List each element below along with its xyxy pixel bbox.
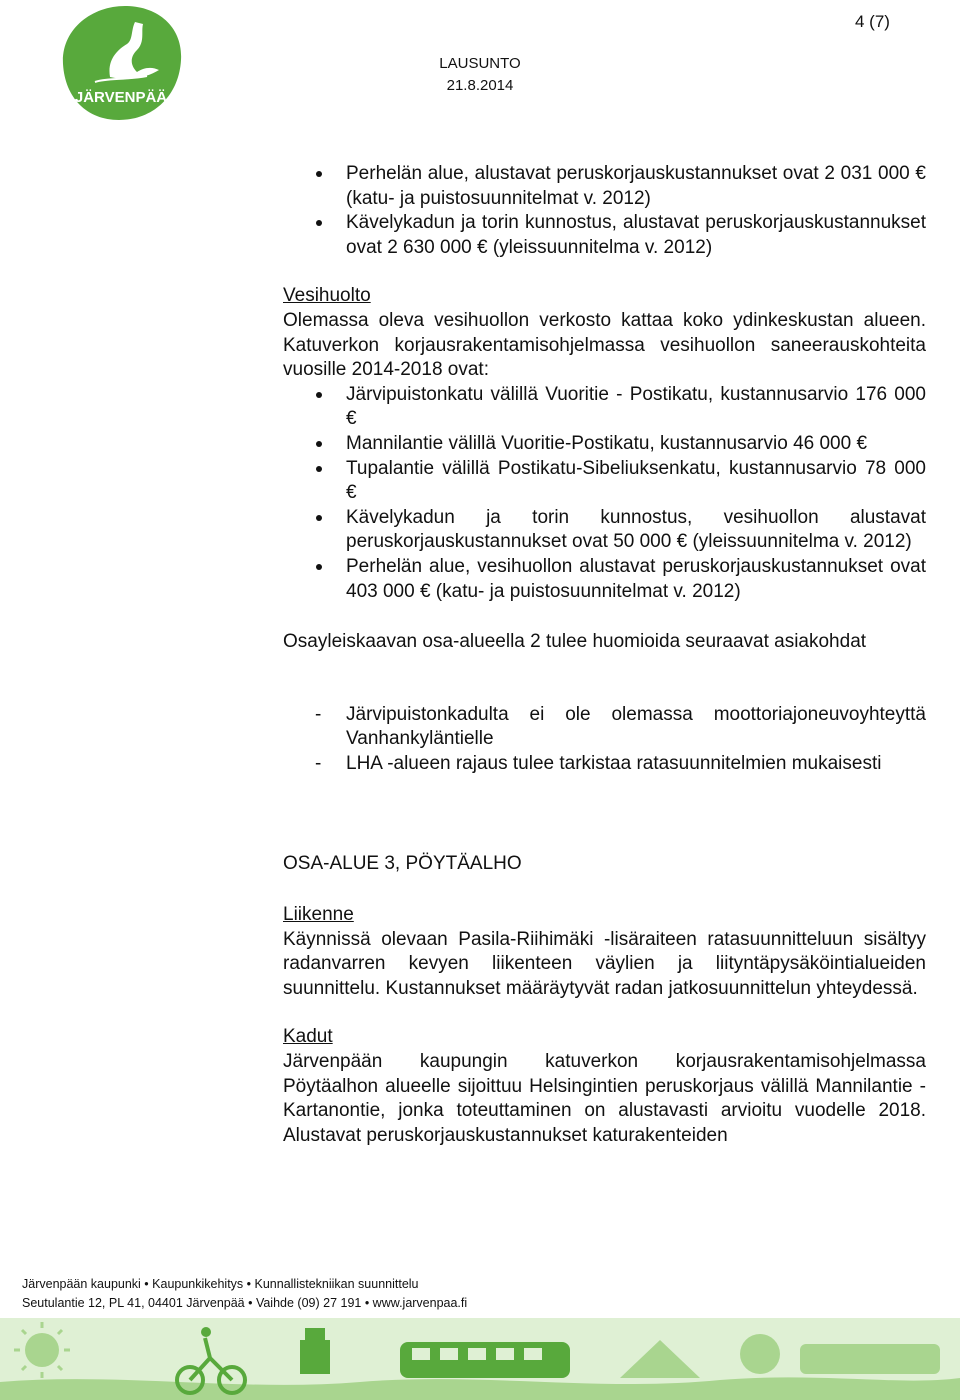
- list-item: Kävelykadun ja torin kunnostus, vesihuollon alustavat peruskorjauskustannukset ovat 50 000 € (yleissuunnitelma v. 2012): [283, 506, 926, 555]
- list-item: Tupalantie välillä Postikatu-Sibeliuksenkatu, kustannusarvio 78 000 €: [283, 457, 926, 506]
- document-type: LAUSUNTO: [439, 55, 521, 72]
- considerations-list: [283, 703, 926, 777]
- kadut-heading: Kadut: [283, 1026, 333, 1048]
- page-number: 4 (7): [855, 12, 890, 31]
- footer-address: Seutulantie 12, PL 41, 04401 Järvenpää • Vaihde (09) 27 191 • www.jarvenpaa.fi: [22, 1296, 468, 1310]
- list-item: Perhelän alue, alustavat peruskorjauskustannukset ovat 2 031 000 € (katu- ja puistosuunnitelmat v. 2012): [283, 162, 926, 211]
- osa-alue-2-paragraph: Osayleiskaavan osa-alueella 2 tulee huomioida seuraavat asiakohdat: [283, 631, 867, 653]
- section-title: OSA-ALUE 3, PÖYTÄALHO: [283, 853, 522, 875]
- footer: [22, 1275, 467, 1313]
- list-item: - Järvipuistonkadulta ei ole olemassa moottoriajoneuvoyhteyttä Vanhankyläntielle: [283, 703, 926, 752]
- liikenne-heading: Liikenne: [283, 904, 354, 926]
- list-item: Perhelän alue, vesihuollon alustavat peruskorjauskustannukset ovat 403 000 € (katu- ja puistosuunnitelmat v. 2012): [283, 555, 926, 604]
- decorative-banner: [0, 1318, 960, 1400]
- water-supply-list: [283, 383, 926, 604]
- footer-organization: Järvenpään kaupunki • Kaupunkikehitys • Kunnallistekniikan suunnittelu: [22, 1277, 419, 1291]
- list-item: - LHA -alueen rajaus tulee tarkistaa ratasuunnitelmien mukaisesti: [283, 752, 926, 777]
- document-body: [283, 162, 926, 1148]
- liikenne-paragraph: Käynnissä olevaan Pasila-Riihimäki -lisäraiteen ratasuunnitteluun sisältyy radanvarren kevyen liikenteen väylien ja liityntäpysäköintialueiden suunnittelu. Kustannukset määräytyvät radan jatkosuunnittelun yhteydessä.: [283, 928, 926, 999]
- cost-list-streets: [283, 162, 926, 260]
- list-item: Mannilantie välillä Vuoritie-Postikatu, kustannusarvio 46 000 €: [283, 432, 926, 457]
- document-date: 21.8.2014: [446, 77, 514, 94]
- svg-text:JÄRVENPÄÄ: JÄRVENPÄÄ: [74, 89, 168, 106]
- vesihuolto-heading: Vesihuolto: [283, 285, 371, 307]
- list-item: Kävelykadun ja torin kunnostus, alustavat peruskorjauskustannukset ovat 2 630 000 € (yleissuunnitelma v. 2012): [283, 211, 926, 260]
- kadut-paragraph: Järvenpään kaupungin katuverkon korjausrakentamisohjelmassa Pöytäalhon alueelle sijoittuu Helsingintien peruskorjaus välillä Mannilantie - Kartanontie, jonka toteuttaminen on alustavasti arvioitu vuodelle 2018. Alustavat peruskorjauskustannukset katurakenteiden: [283, 1051, 926, 1146]
- list-item: Järvipuistonkatu välillä Vuoritie - Postikatu, kustannusarvio 176 000 €: [283, 383, 926, 432]
- vesihuolto-paragraph: Olemassa oleva vesihuollon verkosto kattaa koko ydinkeskustan alueen. Katuverkon korjausrakentamisohjelmassa vesihuollon saneerauskohteita vuosille 2014-2018 ovat:: [283, 309, 926, 381]
